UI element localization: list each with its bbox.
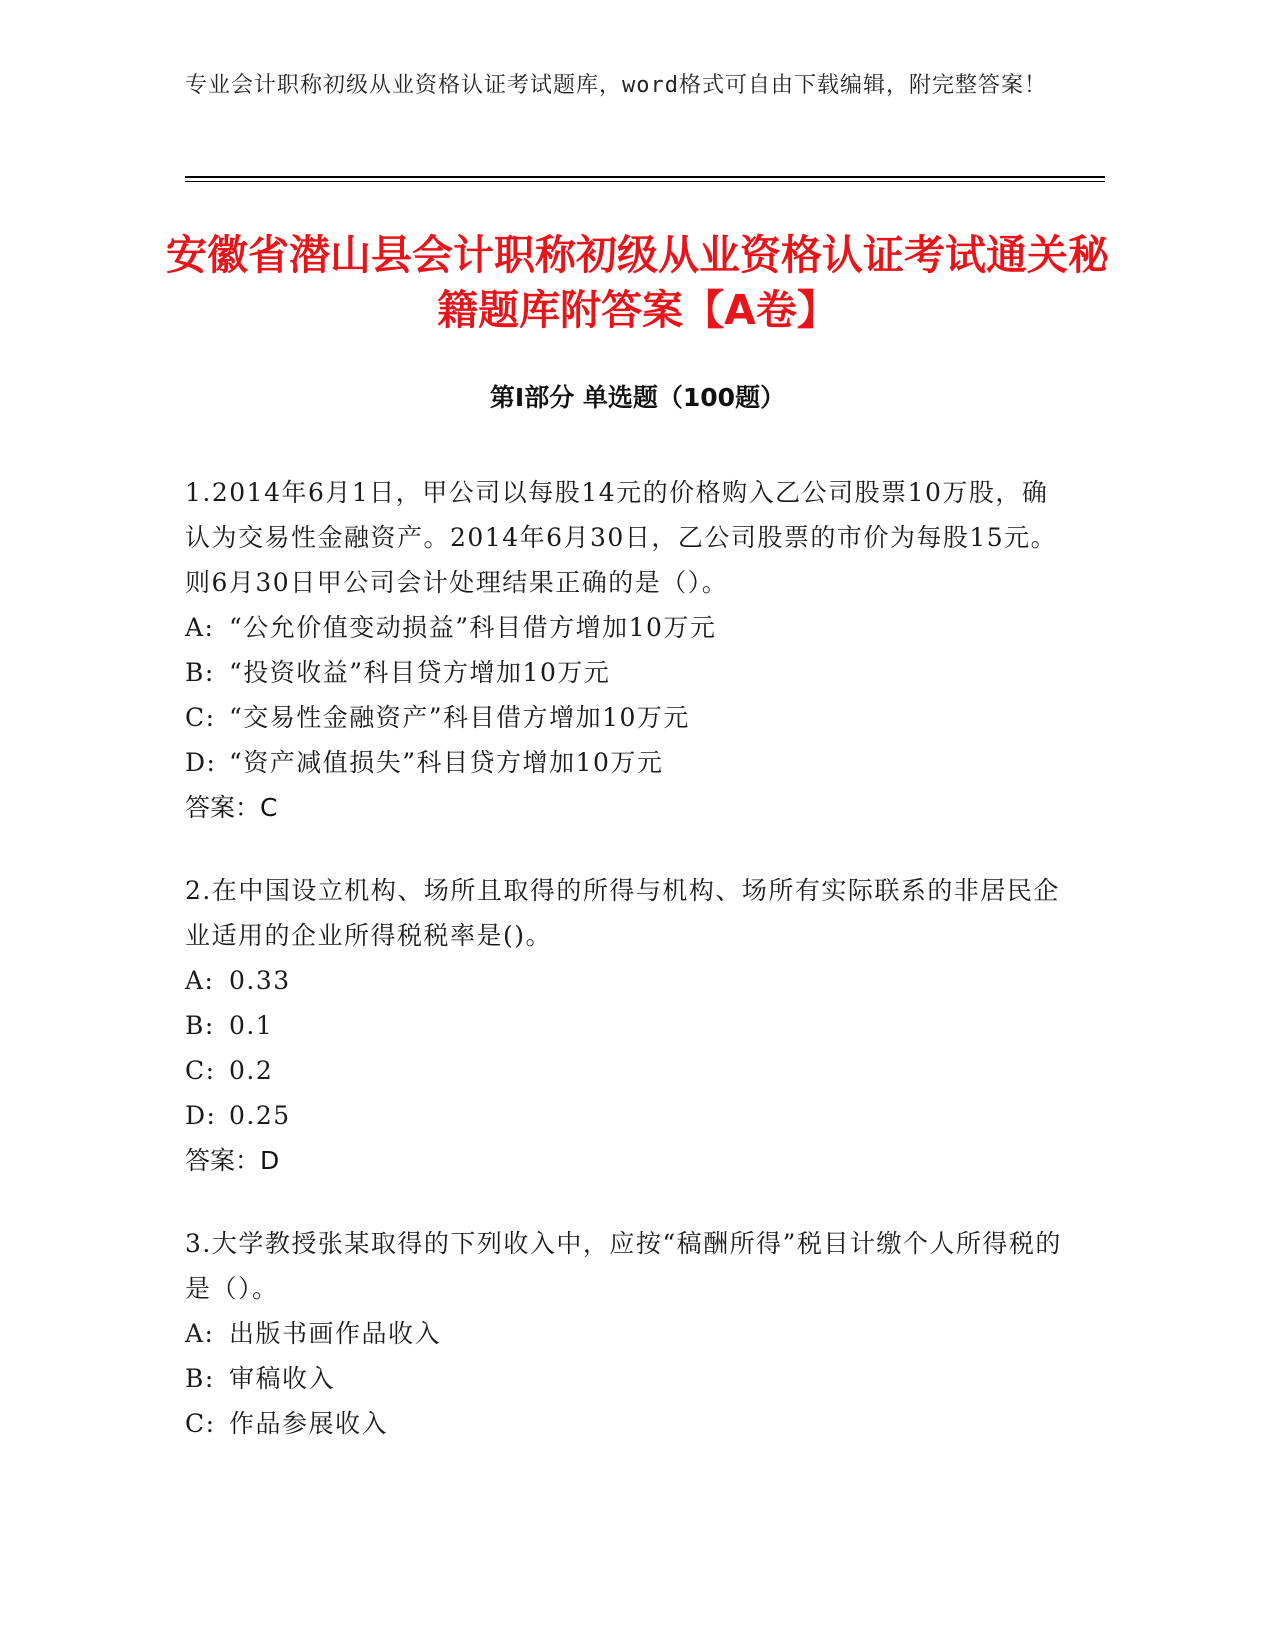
option-key: C: bbox=[185, 703, 216, 732]
option-key: B: bbox=[185, 658, 215, 687]
option-text: 审稿收入 bbox=[229, 1364, 336, 1393]
option-key: A: bbox=[185, 613, 215, 642]
question-stem: 1.2014年6月1日，甲公司以每股14元的价格购入乙公司股票10万股，确认为交易性金融资产。2014年6月30日，乙公司股票的市价为每股15元。则6月30日甲公司会计处理结果正确的是（）。 bbox=[185, 478, 1058, 597]
question-list bbox=[185, 470, 1065, 1483]
option-text: “资产减值损失”科目贷方增加10万元 bbox=[229, 748, 664, 777]
answer-label: 答案：C bbox=[185, 793, 278, 822]
option-text: 作品参展收入 bbox=[229, 1409, 389, 1438]
option-key: C: bbox=[185, 1409, 216, 1438]
option-key: A: bbox=[185, 966, 215, 995]
option-b bbox=[185, 1356, 1065, 1401]
option-text: 0.25 bbox=[229, 1101, 291, 1130]
option-text: “投资收益”科目贷方增加10万元 bbox=[229, 658, 611, 687]
option-text: 0.33 bbox=[229, 966, 291, 995]
option-text: 出版书画作品收入 bbox=[229, 1319, 442, 1348]
option-text: “交易性金融资产”科目借方增加10万元 bbox=[229, 703, 690, 732]
option-a bbox=[185, 605, 1065, 650]
option-a bbox=[185, 958, 1065, 1003]
option-key: A: bbox=[185, 1319, 215, 1348]
answer-label: 答案：D bbox=[185, 1146, 280, 1175]
option-d bbox=[185, 740, 1065, 785]
option-key: D: bbox=[185, 748, 217, 777]
option-d bbox=[185, 1093, 1065, 1138]
option-text: 0.1 bbox=[229, 1011, 274, 1040]
option-c bbox=[185, 695, 1065, 740]
option-text: “公允价值变动损益”科目借方增加10万元 bbox=[229, 613, 717, 642]
header-divider-thin bbox=[185, 181, 1105, 182]
option-b bbox=[185, 1003, 1065, 1048]
question-stem: 3.大学教授张某取得的下列收入中，应按“稿酬所得”税目计缴个人所得税的是（）。 bbox=[185, 1229, 1062, 1303]
question-1 bbox=[185, 470, 1065, 831]
document-title: 安徽省潜山县会计职称初级从业资格认证考试通关秘籍题库附答案【A卷】 bbox=[166, 231, 1109, 334]
header-note: 专业会计职称初级从业资格认证考试题库，word格式可自由下载编辑，附完整答案！ bbox=[185, 73, 1047, 98]
header-divider bbox=[185, 176, 1105, 178]
question-stem: 2.在中国设立机构、场所且取得的所得与机构、场所有实际联系的非居民企业适用的企业所得税税率是()。 bbox=[185, 876, 1060, 950]
question-3 bbox=[185, 1221, 1065, 1446]
question-2 bbox=[185, 868, 1065, 1184]
option-key: B: bbox=[185, 1011, 215, 1040]
option-text: 0.2 bbox=[229, 1056, 274, 1085]
option-key: C: bbox=[185, 1056, 216, 1085]
option-c bbox=[185, 1048, 1065, 1093]
option-a bbox=[185, 1311, 1065, 1356]
option-key: B: bbox=[185, 1364, 215, 1393]
option-key: D: bbox=[185, 1101, 217, 1130]
option-b bbox=[185, 650, 1065, 695]
section-heading: 第Ⅰ部分 单选题（100题） bbox=[489, 383, 786, 412]
option-c bbox=[185, 1401, 1065, 1446]
